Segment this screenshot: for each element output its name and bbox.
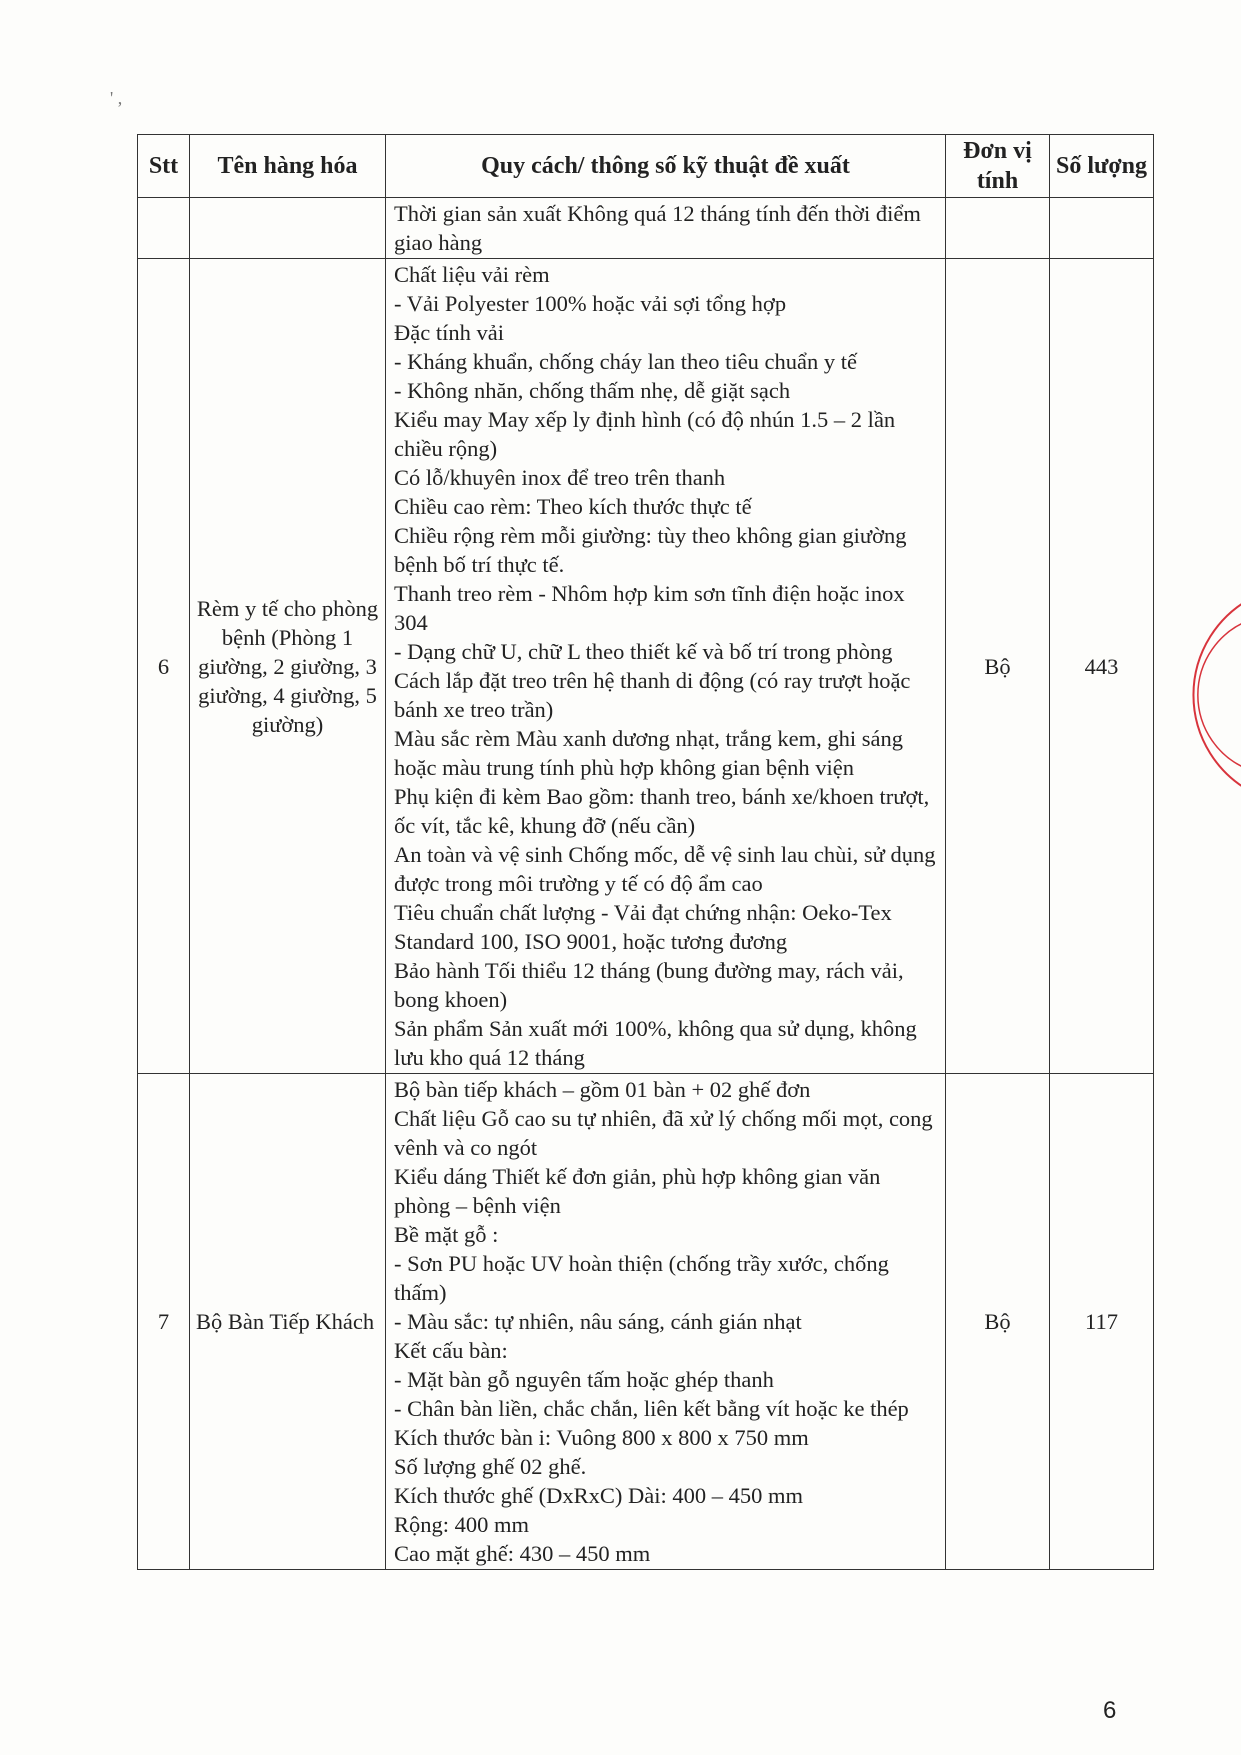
spec-line: - Mặt bàn gỗ nguyên tấm hoặc ghép thanh: [394, 1367, 774, 1392]
header-stt: Stt: [138, 135, 190, 198]
spec-line: Bảo hành Tối thiểu 12 tháng (bung đường may, rách vải, bong khoen): [394, 958, 904, 1012]
spec-line: Bộ bàn tiếp khách – gồm 01 bàn + 02 ghế đơn: [394, 1077, 811, 1102]
cont-stt-cell: [138, 198, 190, 259]
spec-line: Phụ kiện đi kèm Bao gồm: thanh treo, bánh xe/khoen trượt, ốc vít, tắc kê, khung đỡ (nếu cần): [394, 784, 930, 838]
spec-line: - Sơn PU hoặc UV hoàn thiện (chống trầy xước, chống thấm): [394, 1251, 889, 1305]
spec-line: Sản phẩm Sản xuất mới 100%, không qua sử dụng, không lưu kho quá 12 tháng: [394, 1016, 917, 1070]
red-stamp-fragment: [1190, 590, 1241, 800]
spec-line: An toàn và vệ sinh Chống mốc, dễ vệ sinh lau chùi, sử dụng được trong môi trường y tế có độ ẩm cao: [394, 842, 936, 896]
header-spec: Quy cách/ thông số kỹ thuật đề xuất: [386, 135, 946, 198]
table-row-7: [138, 1074, 1154, 1570]
spec-line: Đặc tính vải: [394, 320, 504, 345]
spec-line: Rộng: 400 mm: [394, 1512, 530, 1537]
spec-line: Chất liệu Gỗ cao su tự nhiên, đã xử lý chống mối mọt, cong vênh và co ngót: [394, 1106, 933, 1160]
row-qty: 117: [1050, 1074, 1154, 1570]
cont-qty-cell: [1050, 198, 1154, 259]
page-number: 6: [1103, 1697, 1117, 1724]
cont-name-cell: [190, 198, 386, 259]
spec-line: Có lỗ/khuyên inox để treo trên thanh: [394, 465, 726, 490]
row-unit: Bộ: [946, 259, 1050, 1074]
row-stt: 6: [138, 259, 190, 1074]
spec-line: Thanh treo rèm - Nhôm hợp kim sơn tĩnh điện hoặc inox 304: [394, 581, 905, 635]
spec-line: - Vải Polyester 100% hoặc vải sợi tổng hợp: [394, 291, 787, 316]
cont-unit-cell: [946, 198, 1050, 259]
row-unit: Bộ: [946, 1074, 1050, 1570]
spec-line: Số lượng ghế 02 ghế.: [394, 1454, 587, 1479]
row-qty: 443: [1050, 259, 1154, 1074]
spec-line: Cao mặt ghế: 430 – 450 mm: [394, 1541, 651, 1566]
spec-line: Thời gian sản xuất Không quá 12 tháng tính đến thời điểm giao hàng: [394, 201, 921, 255]
row-stt: 7: [138, 1074, 190, 1570]
table-row-6: [138, 259, 1154, 1074]
row-spec: [386, 259, 946, 1074]
spec-line: Kết cấu bàn:: [394, 1338, 508, 1363]
continuation-row: [138, 198, 1154, 259]
spec-line: Kiểu dáng Thiết kế đơn giản, phù hợp không gian văn phòng – bệnh viện: [394, 1164, 881, 1218]
spec-line: Màu sắc rèm Màu xanh dương nhạt, trắng kem, ghi sáng hoặc màu trung tính phù hợp không gian bệnh viện: [394, 726, 903, 780]
spec-line: - Kháng khuẩn, chống cháy lan theo tiêu chuẩn y tế: [394, 349, 857, 374]
spec-line: Kích thước ghế (DxRxC) Dài: 400 – 450 mm: [394, 1483, 804, 1508]
scan-mark: ' ,: [110, 88, 123, 108]
spec-line: - Dạng chữ U, chữ L theo thiết kế và bố trí trong phòng: [394, 639, 893, 664]
row-name: Rèm y tế cho phòng bệnh (Phòng 1 giường, 2 giường, 3 giường, 4 giường, 5 giường): [190, 259, 386, 1074]
cont-spec-cell: [386, 198, 946, 259]
spec-table: [137, 134, 1154, 1570]
spec-line: Cách lắp đặt treo trên hệ thanh di động (có ray trượt hoặc bánh xe treo trần): [394, 668, 911, 722]
header-name: Tên hàng hóa: [190, 135, 386, 198]
spec-line: Bề mặt gỗ :: [394, 1222, 499, 1247]
spec-line: Kiểu may May xếp ly định hình (có độ nhún 1.5 – 2 lần chiều rộng): [394, 407, 896, 461]
spec-line: - Chân bàn liền, chắc chắn, liên kết bằng vít hoặc ke thép: [394, 1396, 909, 1421]
spec-line: Chiều cao rèm: Theo kích thước thực tế: [394, 494, 752, 519]
spec-line: Chất liệu vải rèm: [394, 262, 550, 287]
spec-line: - Không nhăn, chống thấm nhẹ, dễ giặt sạch: [394, 378, 791, 403]
header-unit: Đơn vị tính: [946, 135, 1050, 198]
spec-line: Kích thước bàn i: Vuông 800 x 800 x 750 mm: [394, 1425, 809, 1450]
spec-line: - Màu sắc: tự nhiên, nâu sáng, cánh gián nhạt: [394, 1309, 802, 1334]
header-qty: Số lượng: [1050, 135, 1154, 198]
spec-line: Chiều rộng rèm mỗi giường: tùy theo không gian giường bệnh bố trí thực tế.: [394, 523, 907, 577]
spec-line: Tiêu chuẩn chất lượng - Vải đạt chứng nhận: Oeko-Tex Standard 100, ISO 9001, hoặc tương đương: [394, 900, 892, 954]
header-row: [138, 135, 1154, 198]
row-spec: [386, 1074, 946, 1570]
row-name: Bộ Bàn Tiếp Khách: [190, 1074, 386, 1570]
